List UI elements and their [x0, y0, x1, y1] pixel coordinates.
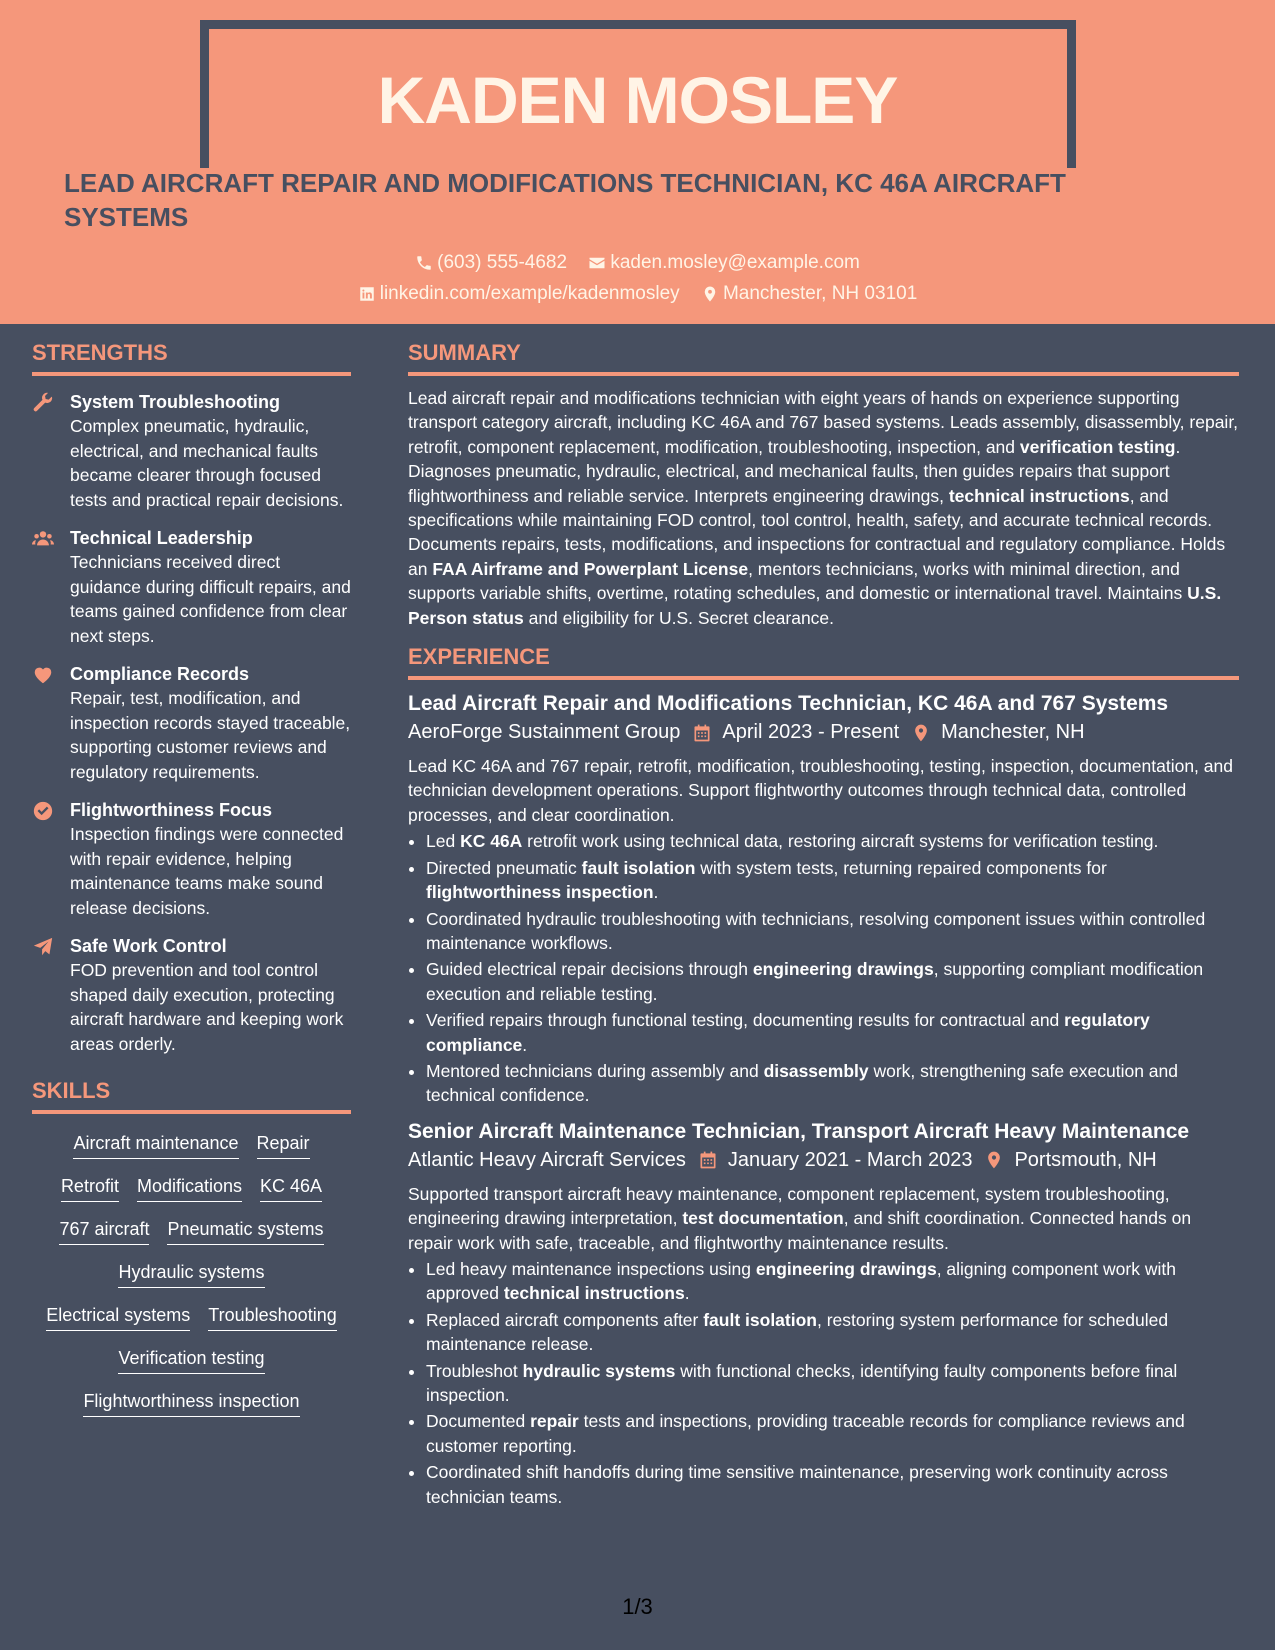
email-text: kaden.mosley@example.com [610, 252, 860, 273]
strength-desc: Technicians received direct guidance during difficult repairs, and teams gained confidence from clear next steps. [70, 552, 351, 646]
skill-tag: Pneumatic systems [167, 1218, 323, 1245]
job-meta [408, 721, 1239, 744]
bold-term: test documentation [682, 1208, 844, 1229]
strength-item [32, 662, 351, 784]
phone-contact[interactable] [415, 252, 567, 274]
linkedin-icon [358, 285, 376, 303]
bold-term: hydraulic systems [522, 1360, 676, 1381]
strength-item [32, 390, 351, 512]
bold-term: engineering drawings [755, 1258, 937, 1279]
skill-tag: Retrofit [61, 1175, 119, 1202]
paper-plane-icon [32, 936, 54, 958]
summary-text: Lead aircraft repair and modifications technician with eight years of hands on experience supporting transport category aircraft, including KC 46A and 767 based systems. Leads assembly, disassembly, repair, retrofit, component replacement, modification, troubleshooting, inspection, and verification testing. Diagnoses pneumatic, hydraulic, electrical, and mechanical faults, then guides repairs that support flightworthiness and reliable service. Interprets engineering drawings, technical instructions, and specifications while maintaining FOD control, tool control, health, safety, and accurate technical records. Documents repairs, tests, modifications, and inspections for contractual and regulatory compliance. Holds an FAA Airframe and Powerplant License, mentors technicians, works with minimal direction, and supports variable shifts, overtime, rotating schedules, and domestic or international travel. Maintains U.S. Person status and eligibility for U.S. Secret clearance. [408, 388, 1239, 628]
job-bullets [408, 1257, 1239, 1509]
bold-term: regulatory compliance [426, 1010, 1150, 1055]
experience-heading: EXPERIENCE [408, 644, 1239, 680]
strength-desc: Complex pneumatic, hydraulic, electrical, and mechanical faults became clearer through focused tests and practical repair decisions. [70, 416, 344, 510]
linkedin-contact[interactable] [358, 283, 680, 305]
strengths-heading: STRENGTHS [32, 340, 351, 376]
strength-desc: Inspection findings were connected with repair evidence, helping maintenance teams make sound release decisions. [70, 824, 344, 918]
strength-title: Technical Leadership [70, 528, 253, 548]
heart-icon [32, 664, 54, 686]
skill-tag: Flightworthiness inspection [83, 1390, 299, 1417]
job-description: Lead KC 46A and 767 repair, retrofit, modification, troubleshooting, testing, inspection, documentation, and technician development operations. Support flightworthy outcomes through technical data, controlled processes, and clear coordination. [408, 756, 1233, 825]
bold-term: technical instructions [503, 1283, 685, 1304]
strength-desc: Repair, test, modification, and inspection records stayed traceable, supporting customer reviews and regulatory requirements. [70, 688, 351, 782]
strength-title: Safe Work Control [70, 936, 227, 956]
job-title: Lead Aircraft Repair and Modifications Technician, KC 46A and 767 Systems [408, 692, 1169, 716]
location-text: Manchester, NH 03101 [722, 283, 918, 304]
resume-header [0, 0, 1275, 324]
envelope-icon [588, 254, 606, 272]
bold-term: KC 46A [460, 831, 523, 852]
wrench-icon [32, 392, 54, 414]
bold-term: FAA Airframe and Powerplant License [432, 558, 749, 579]
summary-heading: SUMMARY [408, 340, 1239, 376]
strength-item [32, 934, 351, 1056]
skill-tag: Modifications [137, 1175, 242, 1202]
strength-desc: FOD prevention and tool control shaped daily execution, protecting aircraft hardware and keeping work areas orderly. [70, 960, 344, 1054]
skill-tag: Troubleshooting [208, 1304, 336, 1331]
linkedin-text: linkedin.com/example/kadenmosley [379, 283, 680, 304]
candidate-name: KADEN MOSLEY [377, 63, 898, 137]
skill-tag: Aircraft maintenance [73, 1132, 238, 1159]
bullet-item: • Guided electrical repair decisions through engineering drawings, supporting compliant modification execution and reliable testing. [426, 957, 1239, 1006]
location-contact [701, 283, 917, 305]
strength-title: Compliance Records [70, 664, 250, 684]
bold-term: verification testing [1019, 436, 1176, 457]
company-name: AeroForge Sustainment Group [408, 721, 681, 744]
skill-tag: Hydraulic systems [118, 1261, 264, 1288]
job-dates: April 2023 - Present [722, 721, 900, 744]
bullet-item: • Documented repair tests and inspections, providing traceable records for compliance reviews and customer reporting. [426, 1409, 1239, 1458]
bullet-item: • Coordinated hydraulic troubleshooting with technicians, resolving component issues within controlled maintenance workflows. [426, 907, 1239, 956]
bullet-item: • Mentored technicians during assembly and disassembly work, strengthening safe execution and technical confidence. [426, 1059, 1239, 1108]
page-number: 1/3 [622, 1594, 653, 1619]
bullet-item: • Led KC 46A retrofit work using technical data, restoring aircraft systems for verification testing. [426, 829, 1239, 853]
skill-tag: Repair [257, 1132, 310, 1159]
company-name: Atlantic Heavy Aircraft Services [408, 1148, 686, 1171]
job-entry [408, 1118, 1239, 1509]
job-entry [408, 690, 1239, 1108]
map-pin-icon [701, 285, 719, 303]
bold-term: technical instructions [948, 485, 1130, 506]
map-pin-icon [911, 723, 931, 743]
job-bullets [408, 829, 1239, 1107]
job-meta [408, 1149, 1239, 1172]
calendar-icon [698, 1150, 718, 1170]
skill-tag: Electrical systems [46, 1304, 190, 1331]
job-description: Supported transport aircraft heavy maintenance, component replacement, system troubleshooting, engineering drawing interpretation, test documentation, and shift coordination. Connected hands on repair work with safe, traceable, and flightworthy maintenance results. [408, 1183, 1192, 1253]
bullet-item: • Verified repairs through functional testing, documenting results for contractual and regulatory compliance. [426, 1008, 1239, 1057]
skills-list [32, 1114, 351, 1425]
job-dates: January 2021 - March 2023 [727, 1148, 973, 1171]
check-circle-icon [32, 800, 54, 822]
email-contact[interactable] [588, 252, 860, 274]
strength-title: Flightworthiness Focus [70, 800, 273, 820]
candidate-role: LEAD AIRCRAFT REPAIR AND MODIFICATIONS TECHNICIAN, KC 46A AIRCRAFT SYSTEMS [64, 168, 1066, 232]
skills-heading: SKILLS [32, 1078, 351, 1114]
bold-term: flightworthiness inspection [426, 882, 654, 903]
right-column [408, 324, 1239, 1511]
strength-title: System Troubleshooting [70, 392, 281, 412]
contact-row-1 [0, 252, 1275, 278]
bullet-item: • Led heavy maintenance inspections using engineering drawings, aligning component work with approved technical instructions. [426, 1257, 1239, 1306]
phone-text: (603) 555-4682 [437, 252, 568, 273]
job-title: Senior Aircraft Maintenance Technician, Transport Aircraft Heavy Maintenance [408, 1119, 1190, 1143]
bold-term: fault isolation [581, 857, 696, 878]
bullet-item: • Coordinated shift handoffs during time sensitive maintenance, preserving work continuity across technician teams. [426, 1460, 1239, 1509]
calendar-icon [692, 723, 712, 743]
bold-term: repair [530, 1411, 579, 1432]
job-location: Portsmouth, NH [1014, 1148, 1157, 1171]
bold-term: U.S. Person status [408, 583, 1222, 628]
strength-item [32, 526, 351, 648]
job-location: Manchester, NH [941, 721, 1085, 744]
bullet-item: • Directed pneumatic fault isolation with system tests, returning repaired components for flightworthiness inspection. [426, 856, 1239, 905]
left-column [32, 324, 351, 1425]
skill-tag: 767 aircraft [59, 1218, 149, 1245]
bold-term: disassembly [763, 1060, 869, 1081]
bold-term: engineering drawings [752, 959, 934, 980]
users-icon [32, 528, 54, 550]
strength-item [32, 798, 351, 920]
bullet-item: • Troubleshot hydraulic systems with functional checks, identifying faulty components before final inspection. [426, 1359, 1239, 1408]
bold-term: fault isolation [703, 1309, 817, 1330]
contact-row-2 [0, 283, 1275, 309]
map-pin-icon [984, 1150, 1004, 1170]
bullet-item: • Replaced aircraft components after fault isolation, restoring system performance for scheduled maintenance release. [426, 1308, 1239, 1357]
phone-icon [415, 254, 433, 272]
skill-tag: KC 46A [260, 1175, 322, 1202]
skill-tag: Verification testing [118, 1347, 264, 1374]
